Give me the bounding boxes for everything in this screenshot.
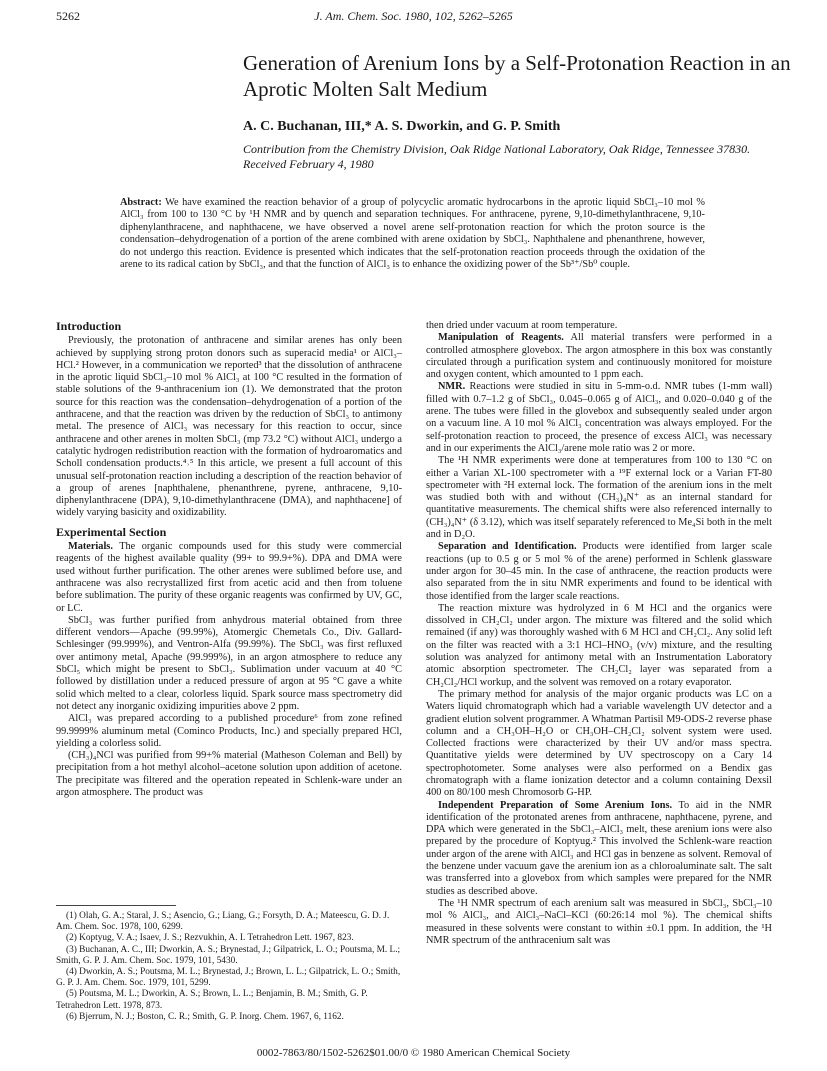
run-in-heading: Materials. — [68, 541, 113, 553]
footnote: (4) Dworkin, A. S.; Poutsma, M. L.; Brynestad, J.; Brown, L. L.; Gilpatrick, L. O.; Smith, G. P. J. Am. Chem. Soc. 1979, 101, 5299. — [56, 967, 401, 989]
paragraph: The ¹H NMR experiments were done at temperatures from 100 to 130 °C on either a Varian XL-100 spectrometer with a ¹⁹F external lock or a Varian FT-80 spectrometer with ²H external lock. The formation of the arenium ions in the melt was studied both with and without (CH₃)₄N⁺ as an internal standard for quantitative measurements. The chemical shifts were also referenced internally to (CH₃)₄N⁺ (δ 3.12), which was itself separately referenced to Me₄Si both in the melt and in D₂O. — [426, 455, 772, 541]
abstract-label: Abstract: — [120, 197, 162, 208]
paragraph-text: The organic compounds used for this study were commercial reagents of the highest available quality (99+ to 99.9+%). DPA and DMA were used without further purification. The other arenes were sublimed before use, and anthracene was also recrystallized first from acetic acid and then from toluene before sublimation. The purity of these organic reagents was confirmed by UV, GC, or LC. — [56, 541, 402, 614]
affiliation: Contribution from the Chemistry Division, Oak Ridge National Laboratory, Oak Ridge, Tennessee 37830. Received February 4, 1980 — [243, 142, 751, 171]
paragraph-manipulation — [426, 332, 772, 381]
footnotes — [56, 905, 402, 1023]
paragraph-nmr — [426, 381, 772, 455]
paragraph: The reaction mixture was hydrolyzed in 6 M HCl and the organics were dissolved in CH₂Cl₂ under argon. The mixture was filtered and the solid which remained (if any) was thoroughly washed with 6 M HCl and CH₂Cl₂. Any solid left on the filter was reacted with a 3:1 HCl–HNO₃ (v/v) mixture, and the resulting solution was analyzed for antimony metal with an Instrumentation Laboratory atomic absorption spectrometer. The CH₂Cl₂ layer was separated from a CH₂Cl₂/HCl workup, and the solvent was removed on a rotary evaporator. — [426, 602, 772, 688]
abstract-text: We have examined the reaction behavior of a group of polycyclic aromatic hydrocarbons in the aprotic liquid SbCl₃–10 mol % AlCl₃ from 100 to 130 °C by ¹H NMR and by quench and separation techniques. For anthracene, pyrene, 9,10-dimethylanthracene, 9,10-diphenylanthracene, and naphthacene, we have observed a novel arene self-protonation reaction for which the proton source is the condensation–dehydrogenation of a portion of the arene combined with arene oxidation by SbCl₃. Naphthalene and phenanthrene, however, do not undergo this reaction. Evidence is presented which indicates that the self-protonation reaction proceeds through the oxidation of the arene to its radical cation by SbCl₃, and that the function of AlCl₃ is to enhance the oxidizing power of the Sb³⁺/Sb⁰ couple. — [120, 197, 705, 271]
paragraph: then dried under vacuum at room temperature. — [426, 320, 618, 331]
footnote: (3) Buchanan, A. C., III; Dworkin, A. S.; Brynestad, J.; Gilpatrick, L. O.; Poutsma, M. L.; Smith, G. P. J. Am. Chem. Soc. 1979, 101, 5430. — [56, 944, 401, 966]
paragraph-materials — [56, 541, 402, 615]
article-title: Generation of Arenium Ions by a Self-Protonation Reaction in an Aprotic Molten Salt Medium — [243, 51, 791, 101]
paragraph-text: Products were identified from larger scale reactions (up to 0.5 g or 5 mol % of the arene) performed in Schlenk glassware under argon for 30–45 min. In the case of anthracene, the reaction products were also separated from the in situ NMR experiments and found to be identical with those identified from the larger scale reactions. — [426, 541, 772, 602]
paragraph: AlCl₃ was prepared according to a published procedure⁶ from zone refined 99.9999% aluminum metal (Cominco Products, Inc.) and specially prepared HCl, yielding a colorless solid. — [56, 713, 402, 749]
section-heading-introduction: Introduction — [56, 319, 122, 333]
left-column — [56, 320, 402, 799]
footnote: (6) Bjerrum, N. J.; Boston, C. R.; Smith, G. P. Inorg. Chem. 1967, 6, 1162. — [66, 1011, 344, 1022]
right-column — [426, 320, 772, 947]
run-in-heading: Independent Preparation of Some Arenium Ions. — [438, 799, 673, 811]
run-in-heading: NMR. — [438, 381, 466, 393]
page-footer: 0002-7863/80/1502-5262$01.00/0 © 1980 American Chemical Society — [256, 1047, 571, 1059]
run-in-heading: Separation and Identification. — [438, 541, 577, 553]
paragraph: Previously, the protonation of anthracene and similar arenes has only been achieved by supplying strong proton donors such as superacid media¹ or AlCl₃–HCl.² However, in a communication we reported³ that the dissolution of anthracene in the aprotic liquid SbCl₃–10 mol % AlCl₃ at 100 °C resulted in the formation of stable solutions of the 9-anthracenium ion (1). We demonstrated that the proton source for this reaction was the condensation–dehydrogenation of a portion of the anthracene, and that the reaction was driven by the reduction of SbCl₃ to antimony metal. The presence of AlCl₃ was necessary for this reaction to occur, since anthracene and other arenes in molten SbCl₃ (mp 73.2 °C) without AlCl₃ undergo a catalytic hydrogen redistribution reaction with the formation of hydroaromatics and Scholl condensation products.⁴˒⁵ In this article, we present a full account of this unusual self-protonation reaction including a description of the reaction behavior of a group of arenes [naphthalene, phenanthrene, pyrene, anthracene, 9,10-diphenylanthracene (DPA), 9,10-dimethylanthracene (DMA), and naphthacene] of widely varying basicity and oxidizability. — [56, 335, 402, 519]
section-heading-experimental: Experimental Section — [56, 524, 167, 539]
paragraph: SbCl₃ was further purified from anhydrous material obtained from three different vendors—Apache (99.99%), Atomergic Chemetals Co., Div. Gallard-Schlesinger (99.999%), and Ventron-Alfa (99.99%). The SbCl₃ was first refluxed over antimony metal, Apache (99.999%), in an argon atmosphere to reduce any SbCl₅ which might be present to SbCl₃. Sublimation under vacuum at 40 °C followed by distillation under a reduced pressure of argon at 95 °C gave a white solid which melted to a clear, colorless liquid. Spark source mass spectrometry did not detect any inorganic oxidizing impurities above 2 ppm. — [56, 614, 402, 712]
paragraph-independent-prep — [426, 800, 772, 898]
paragraph: The ¹H NMR spectrum of each arenium salt was measured in SbCl₃, SbCl₃–10 mol % AlCl₃, and AlCl₃–NaCl–KCl (60:26:14 mol %). The chemical shifts measured in these solvents were constant to within ±0.1 ppm. In addition, the ¹H NMR spectrum of the anthracenium salt was — [426, 897, 772, 946]
paragraph: (CH₃)₄NCl was purified from 99+% material (Matheson Coleman and Bell) by precipitation from a hot methyl alcohol–acetone solution upon addition of acetone. The precipitate was filtered and the operation repeated in Schlenk-ware under an argon atmosphere. The product was — [56, 750, 402, 798]
page-number: 5262 — [56, 9, 80, 23]
abstract — [120, 197, 705, 271]
footnote: (1) Olah, G. A.; Staral, J. S.; Asencio, G.; Liang, G.; Forsyth, D. A.; Mateescu, G. D. J. Am. Chem. Soc. 1978, 100, 6299. — [56, 911, 390, 933]
paragraph: The primary method for analysis of the major organic products was LC on a Waters liquid chromatograph which had a variable wavelength UV detector and a gradient elution solvent programmer. A Whatman Partisil M9-ODS-2 reverse phase column and a CH₃OH–H₂O or CH₃OH–CH₂Cl₂ solvent system were used. Collected fractions were characterized by their UV and/or mass spectra. Quantitative yields were determined by UV spectroscopy on a Cary 14 spectrophotometer. Some analyses were also performed on a Bendix gas chromatograph with a flame ionization detector and a column containing Dexsil 400 on 80/100 mesh Chromosorb G-HP. — [426, 688, 772, 799]
run-in-heading: Manipulation of Reagents. — [438, 332, 564, 344]
paragraph-text: All material transfers were performed in a controlled atmosphere glovebox. The argon atmosphere in this box was constantly circulated through a purification system and continuously monitored for moisture and oxygen content, which amounted to 1 ppm each. — [426, 332, 772, 381]
paragraph-text: To aid in the NMR identification of the protonated arenes from anthracene, naphthacene, pyrene, and DPA which were generated in the SbCl₃–AlCl₃ melt, these arenium ions were also prepared by the procedure of Koptyug.² This involved the Schlenk-ware reaction under argon of the arene with AlCl₃ and HCl gas in benzene as solvent. Removal of the benzene under vacuum gave the arenium ion as a chloroaluminate salt. The salt was transferred into a glovebox from which samples were prepared for the NMR studies as described above. — [426, 799, 772, 897]
author-list: A. C. Buchanan, III,* A. S. Dworkin, and G. P. Smith — [243, 119, 561, 134]
paragraph-separation — [426, 541, 772, 602]
paragraph-text: Reactions were studied in situ in 5-mm-o.d. NMR tubes (1-mm wall) filled with 0.7–1.2 g of SbCl₃, 0.045–0.065 g of AlCl₃, and 0.020–0.040 g of the arene. The tubes were filled in the glovebox and subsequently sealed under argon on a vacuum line. A 10 mol % AlCl₃ concentration was always employed. For the self-protonation reaction to proceed, the presence of excess AlCl₃ was necessary and in our experiments the AlCl₃/arene mole ratio was 2 or more. — [426, 381, 772, 454]
footnote: (2) Koptyug, V. A.; Isaev, J. S.; Rezvukhin, A. I. Tetrahedron Lett. 1967, 823. — [66, 933, 354, 944]
footnote: (5) Poutsma, M. L.; Dworkin, A. S.; Brown, L. L.; Benjamin, B. M.; Smith, G. P. Tetrahedron Lett. 1978, 873. — [56, 989, 368, 1011]
footnote-rule — [56, 905, 176, 906]
running-head: J. Am. Chem. Soc. 1980, 102, 5262–5265 — [314, 9, 513, 23]
